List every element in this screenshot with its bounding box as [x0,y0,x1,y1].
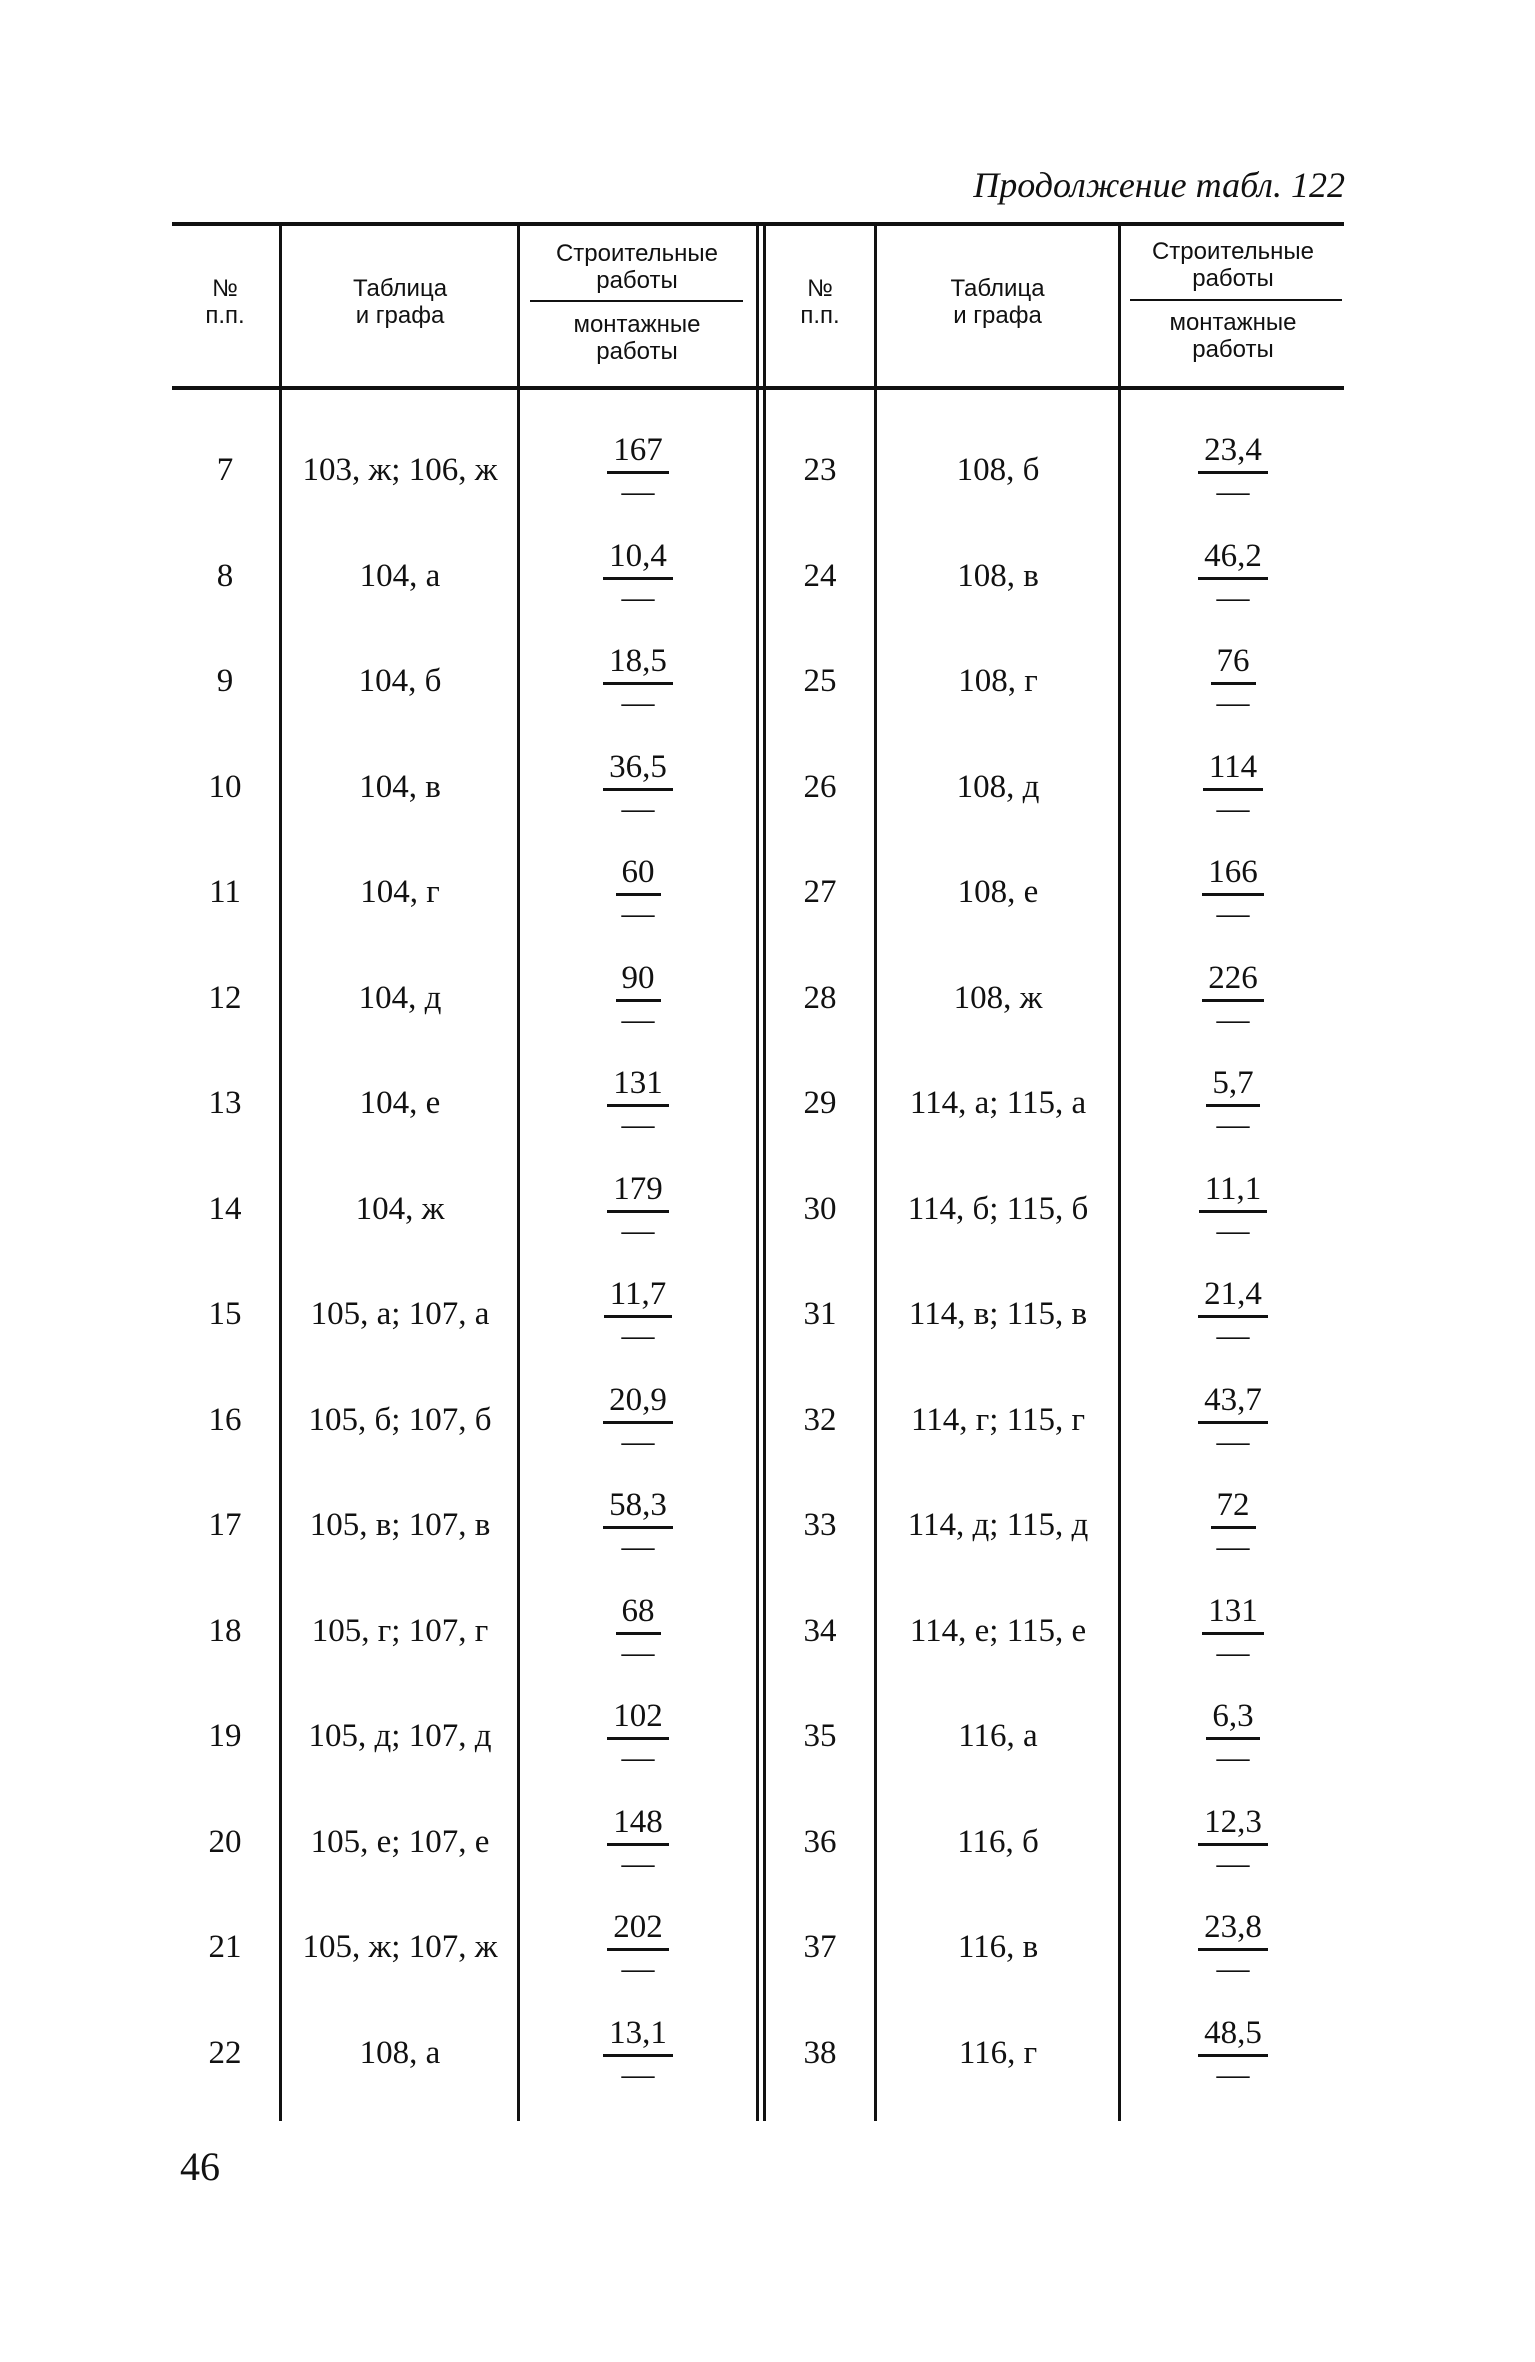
construction-value: 23,8 [1198,1908,1268,1951]
table-reference: 114, б; 115, б [907,1190,1089,1227]
installation-value: — [621,1951,655,1987]
installation-value: — [1216,896,1250,932]
fraction [1202,1592,1264,1671]
value-cell [522,1368,754,1473]
construction-value: 131 [607,1064,669,1107]
table-reference: 116, б [957,1823,1039,1860]
installation-value: — [621,896,655,932]
construction-value: 166 [1202,853,1264,896]
row-number: 17 [208,1507,242,1543]
construction-value: 6,3 [1206,1697,1259,1740]
row-number: 16 [208,1401,242,1438]
fraction [616,959,661,1038]
value-cell [1122,1368,1344,1473]
row-number: 31 [803,1296,837,1332]
value-cell [522,1895,754,2000]
value-cell [522,418,754,523]
fraction [1198,537,1268,616]
table-reference: 104, е [359,1085,441,1121]
value-cell [1122,2001,1344,2106]
value-cell [522,1051,754,1156]
header-num-left: № п.п. [205,275,245,329]
table-reference: 108, д [956,768,1040,805]
table-reference: 108, ж [953,979,1043,1016]
fraction [1199,1170,1268,1249]
row-number: 13 [208,1085,242,1121]
row-number: 8 [216,557,234,594]
table-reference: 116, в [957,1929,1039,1965]
table-row [0,629,1535,734]
installation-value: — [621,1318,655,1354]
table-reference: 108, б [956,452,1040,488]
fraction [607,1064,669,1143]
fraction [604,1275,673,1354]
fraction [1211,1486,1256,1565]
installation-value: — [1216,2056,1250,2093]
installation-value: — [621,1212,655,1249]
fraction [1203,748,1263,827]
fraction [1202,853,1264,932]
fraction [616,853,661,932]
installation-value: — [621,1529,655,1565]
table-reference: 104, в [359,768,441,805]
table-row [0,1684,1535,1789]
table-reference: 108, а [359,2034,441,2071]
row-number: 21 [208,1929,242,1965]
value-cell [522,629,754,734]
installation-value: — [621,2056,655,2093]
fraction [1206,1697,1259,1776]
installation-value: — [621,1634,655,1671]
row-number: 23 [803,452,837,488]
construction-value: 76 [1211,642,1256,685]
table-reference: 114, е; 115, е [909,1612,1087,1649]
fraction [1198,1381,1268,1460]
installation-value: — [1216,1740,1250,1776]
table-reference: 114, д; 115, д [907,1507,1089,1543]
table-reference: 105, е; 107, е [310,1823,490,1860]
row-number: 33 [803,1507,837,1543]
construction-value: 60 [616,853,661,896]
construction-value: 13,1 [603,2014,673,2057]
installation-value: — [621,1107,655,1143]
fraction [607,1170,669,1249]
table-reference: 108, е [957,874,1039,910]
value-cell [1122,1157,1344,1262]
installation-value: — [1216,474,1250,510]
construction-value: 11,1 [1199,1170,1268,1213]
fraction [1198,1908,1268,1987]
construction-value: 167 [607,431,669,474]
table-row [0,1368,1535,1473]
row-number: 37 [803,1929,837,1965]
value-cell [522,1473,754,1578]
row-number: 20 [208,1823,242,1860]
value-cell [1122,1051,1344,1156]
fraction [603,2014,673,2093]
row-number: 38 [803,2034,837,2071]
construction-value: 90 [616,959,661,1002]
value-cell [1122,1579,1344,1684]
row-number: 12 [208,979,242,1016]
installation-value: — [621,579,655,616]
value-cell [1122,1473,1344,1578]
table-reference: 105, ж; 107, ж [302,1929,498,1965]
row-number: 32 [803,1401,837,1438]
value-cell [1122,524,1344,629]
table-reference: 104, г [360,874,440,910]
installation-value: — [1216,1423,1250,1460]
installation-value: — [1216,1001,1250,1038]
table-reference: 114, в; 115, в [908,1296,1088,1332]
construction-value: 10,4 [603,537,673,580]
fraction [1206,1064,1259,1143]
table-reference: 108, г [958,663,1038,699]
table-reference: 104, ж [355,1190,445,1227]
fraction [603,748,673,827]
table-reference: 105, а; 107, а [310,1296,490,1332]
installation-value: — [621,1423,655,1460]
fraction [616,1592,661,1671]
table-reference: 116, а [958,1718,1038,1754]
row-number: 35 [803,1718,837,1754]
row-number: 36 [803,1823,837,1860]
value-cell [522,2001,754,2106]
page-number: 46 [180,2144,220,2189]
installation-value: — [621,1001,655,1038]
row-number: 10 [208,768,242,805]
table-row [0,1051,1535,1156]
construction-value: 72 [1211,1486,1256,1529]
construction-value: 102 [607,1697,669,1740]
fraction [607,1803,669,1882]
value-cell [1122,1895,1344,2000]
table-row [0,1895,1535,2000]
construction-value: 58,3 [603,1486,673,1529]
value-cell [522,735,754,840]
fraction [1198,431,1268,510]
value-cell [1122,735,1344,840]
installation-value: — [621,474,655,510]
table-reference: 104, а [359,557,441,594]
installation-value: — [1216,685,1250,721]
table-reference: 114, а; 115, а [909,1085,1087,1121]
installation-value: — [1216,1107,1250,1143]
construction-value: 131 [1202,1592,1264,1635]
table-reference: 103, ж; 106, ж [302,452,498,488]
table-row [0,840,1535,945]
value-cell [1122,1684,1344,1789]
construction-value: 148 [607,1803,669,1846]
fraction [603,537,673,616]
row-number: 24 [803,557,837,594]
row-number: 14 [208,1190,242,1227]
header-split-rule-right [1130,299,1342,301]
table-reference: 105, г; 107, г [311,1612,489,1649]
construction-value: 23,4 [1198,431,1268,474]
table-row [0,524,1535,629]
table-reference: 104, д [358,979,442,1016]
row-number: 29 [803,1085,837,1121]
value-cell [1122,1262,1344,1367]
table-row [0,1157,1535,1262]
fraction [1198,1275,1268,1354]
table-reference: 105, д; 107, д [308,1718,492,1754]
table-reference: 105, б; 107, б [308,1401,492,1438]
table-row [0,1790,1535,1895]
construction-value: 46,2 [1198,537,1268,580]
header-table-right: Таблица и графа [950,275,1045,329]
table-row [0,735,1535,840]
value-cell [522,1684,754,1789]
construction-value: 21,4 [1198,1275,1268,1318]
value-cell [522,1262,754,1367]
construction-value: 5,7 [1206,1064,1259,1107]
row-number: 34 [803,1612,837,1649]
header-table-left: Таблица и графа [352,275,448,329]
construction-value: 43,7 [1198,1381,1268,1424]
row-number: 30 [803,1190,837,1227]
row-number: 15 [208,1296,242,1332]
installation-value: — [1216,1212,1250,1249]
installation-value: — [621,685,655,721]
construction-value: 20,9 [603,1381,673,1424]
construction-value: 12,3 [1198,1803,1268,1846]
header-split-rule-left [530,300,743,302]
header-construction-left: Строительные работы [555,240,719,294]
table-reference: 105, в; 107, в [309,1507,491,1543]
construction-value: 36,5 [603,748,673,791]
construction-value: 179 [607,1170,669,1213]
table-row [0,2001,1535,2106]
row-number: 26 [803,768,837,805]
installation-value: — [1216,1634,1250,1671]
table-row [0,1579,1535,1684]
installation-value: — [1216,1951,1250,1987]
installation-value: — [621,1740,655,1776]
construction-value: 48,5 [1198,2014,1268,2057]
installation-value: — [1216,1318,1250,1354]
installation-value: — [1216,1529,1250,1565]
construction-value: 11,7 [604,1275,673,1318]
table-row [0,946,1535,1051]
construction-value: 68 [616,1592,661,1635]
table-reference: 114, г; 115, г [910,1401,1086,1438]
fraction [1202,959,1264,1038]
construction-value: 114 [1203,748,1263,791]
value-cell [1122,840,1344,945]
header-construction-right: Строительные работы [1151,238,1315,292]
table-row [0,418,1535,523]
value-cell [1122,1790,1344,1895]
value-cell [522,524,754,629]
fraction [1211,642,1256,721]
row-number: 7 [216,452,234,488]
row-number: 28 [803,979,837,1016]
installation-value: — [1216,790,1250,827]
construction-value: 226 [1202,959,1264,1002]
value-cell [522,1790,754,1895]
table-row [0,1473,1535,1578]
fraction [603,642,673,721]
fraction [607,1908,669,1987]
value-cell [522,946,754,1051]
table-row [0,1262,1535,1367]
fraction [1198,1803,1268,1882]
construction-value: 202 [607,1908,669,1951]
fraction [607,431,669,510]
row-number: 25 [803,663,837,699]
value-cell [1122,946,1344,1051]
row-number: 11 [209,874,241,910]
header-installation-left: монтажные работы [573,311,701,365]
fraction [603,1381,673,1460]
table-reference: 108, в [957,557,1039,594]
fraction [1198,2014,1268,2093]
value-cell [522,1579,754,1684]
value-cell [522,1157,754,1262]
installation-value: — [621,790,655,827]
construction-value: 18,5 [603,642,673,685]
value-cell [1122,418,1344,523]
table-reference: 104, б [358,663,442,699]
row-number: 27 [803,874,837,910]
header-num-right: № п.п. [800,275,840,329]
table-reference: 116, г [958,2034,1038,2071]
installation-value: — [1216,1845,1250,1882]
row-number: 19 [208,1718,242,1754]
header-installation-right: монтажные работы [1169,309,1297,363]
row-number: 9 [216,663,234,699]
row-number: 18 [208,1612,242,1649]
installation-value: — [621,1845,655,1882]
value-cell [522,840,754,945]
table-caption: Продолжение табл. 122 [973,165,1345,205]
value-cell [1122,629,1344,734]
fraction [607,1697,669,1776]
row-number: 22 [208,2034,242,2071]
fraction [603,1486,673,1565]
installation-value: — [1216,579,1250,616]
